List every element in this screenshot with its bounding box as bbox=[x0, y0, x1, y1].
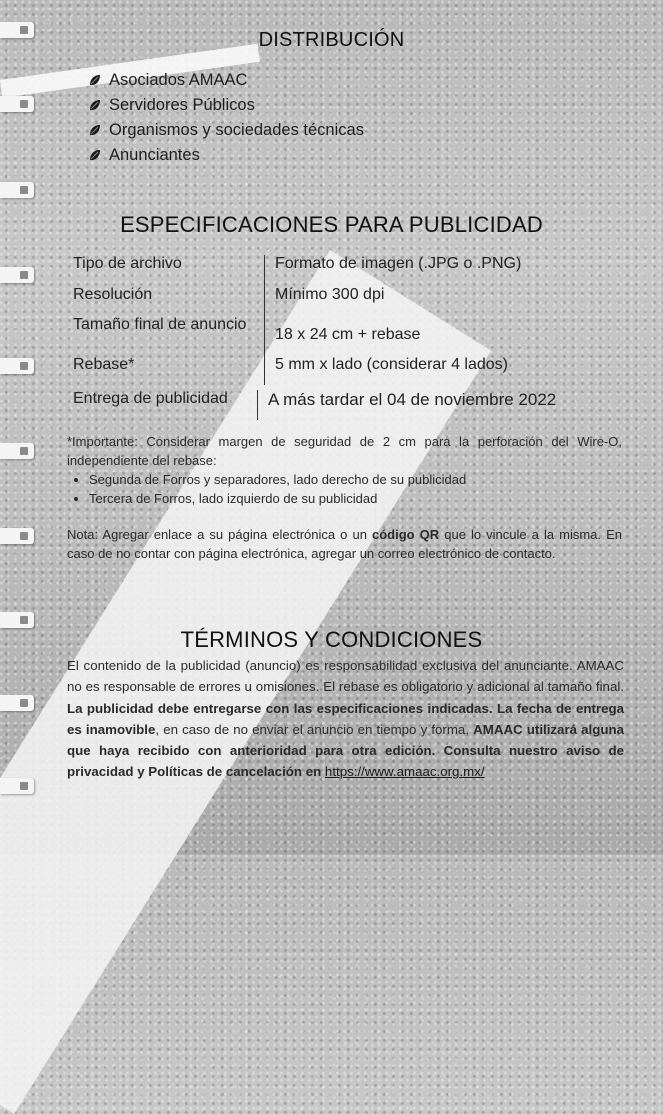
list-item: • Tercera de Forros, lado izquierdo de su publicidad bbox=[89, 489, 622, 508]
wire-o-binding bbox=[0, 0, 40, 855]
table-row bbox=[73, 385, 613, 420]
binding-hole bbox=[0, 267, 34, 283]
terms-title: TÉRMINOS Y CONDICIONES bbox=[180, 627, 483, 652]
important-note: *Importante: Considerar margen de seguridad de 2 cm para la perforación del Wire-O, independiente del rebase: • Segunda de Forros y separadores, lado derecho de su publicidad • Tercera de Forros, lado izquierdo de su publicidad bbox=[67, 432, 622, 508]
list-item: Asociados AMAAC bbox=[88, 68, 364, 93]
amaac-link[interactable]: https://www.amaac.org.mx/ bbox=[324, 764, 485, 780]
spec-value: A más tardar el 04 de noviembre 2022 bbox=[268, 390, 557, 409]
binding-hole bbox=[0, 778, 34, 794]
spec-key: Rebase* bbox=[73, 356, 265, 385]
binding-hole bbox=[0, 443, 34, 459]
bullet-icon bbox=[88, 74, 101, 87]
table-row bbox=[73, 286, 613, 316]
distribution-title: DISTRIBUCIÓN bbox=[258, 29, 405, 51]
spec-value: Mínimo 300 dpi bbox=[275, 286, 385, 303]
binding-hole bbox=[0, 358, 34, 374]
table-row bbox=[73, 316, 613, 356]
spec-value: 18 x 24 cm + rebase bbox=[275, 326, 421, 343]
binding-hole bbox=[0, 528, 34, 544]
bullet-icon bbox=[88, 149, 101, 162]
specs-table bbox=[73, 255, 613, 420]
spec-value: 5 mm x lado (considerar 4 lados) bbox=[275, 356, 508, 373]
list-item: Organismos y sociedades técnicas bbox=[88, 118, 364, 143]
spec-key: Resolución bbox=[73, 286, 265, 316]
table-row bbox=[73, 356, 613, 385]
bullet-icon bbox=[88, 99, 101, 112]
specs-title: ESPECIFICACIONES PARA PUBLICIDAD bbox=[120, 212, 543, 237]
binding-hole bbox=[0, 96, 34, 112]
nota-text: Nota: Agregar enlace a su página electrónica o un código QR que lo vincule a la misma. En caso de no contar con página electrónica, agregar un correo electrónico de contacto. bbox=[67, 527, 622, 561]
list-item: Servidores Públicos bbox=[88, 93, 364, 118]
spec-key: Tamaño final de anuncio bbox=[73, 316, 265, 356]
distribution-list bbox=[88, 68, 364, 168]
spec-key: Tipo de archivo bbox=[73, 255, 265, 286]
binding-hole bbox=[0, 612, 34, 628]
bullet-icon bbox=[88, 124, 101, 137]
list-item: Anunciantes bbox=[88, 143, 364, 168]
list-item: • Segunda de Forros y separadores, lado derecho de su publicidad bbox=[89, 470, 622, 489]
spec-key: Entrega de publicidad bbox=[73, 390, 258, 420]
table-row bbox=[73, 255, 613, 286]
binding-hole bbox=[0, 182, 34, 198]
spec-value: Formato de imagen (.JPG o .PNG) bbox=[275, 255, 522, 272]
binding-hole bbox=[0, 695, 34, 711]
terms-text: El contenido de la publicidad (anuncio) es responsabilidad exclusiva del anunciante. AMAAC no es responsable de errores u omisiones. El rebase es obligatorio y adicional al tamaño final. La publicidad debe entregarse con las especificaciones indicadas. La fecha de entrega es inamovible, en caso de no enviar el anuncio en tiempo y forma, AMAAC utilizará alguna que haya recibido con anterioridad para otra edición. Consulta nuestro aviso de privacidad y Políticas de cancelación en https://www.amaac.org.mx/ bbox=[67, 658, 624, 780]
